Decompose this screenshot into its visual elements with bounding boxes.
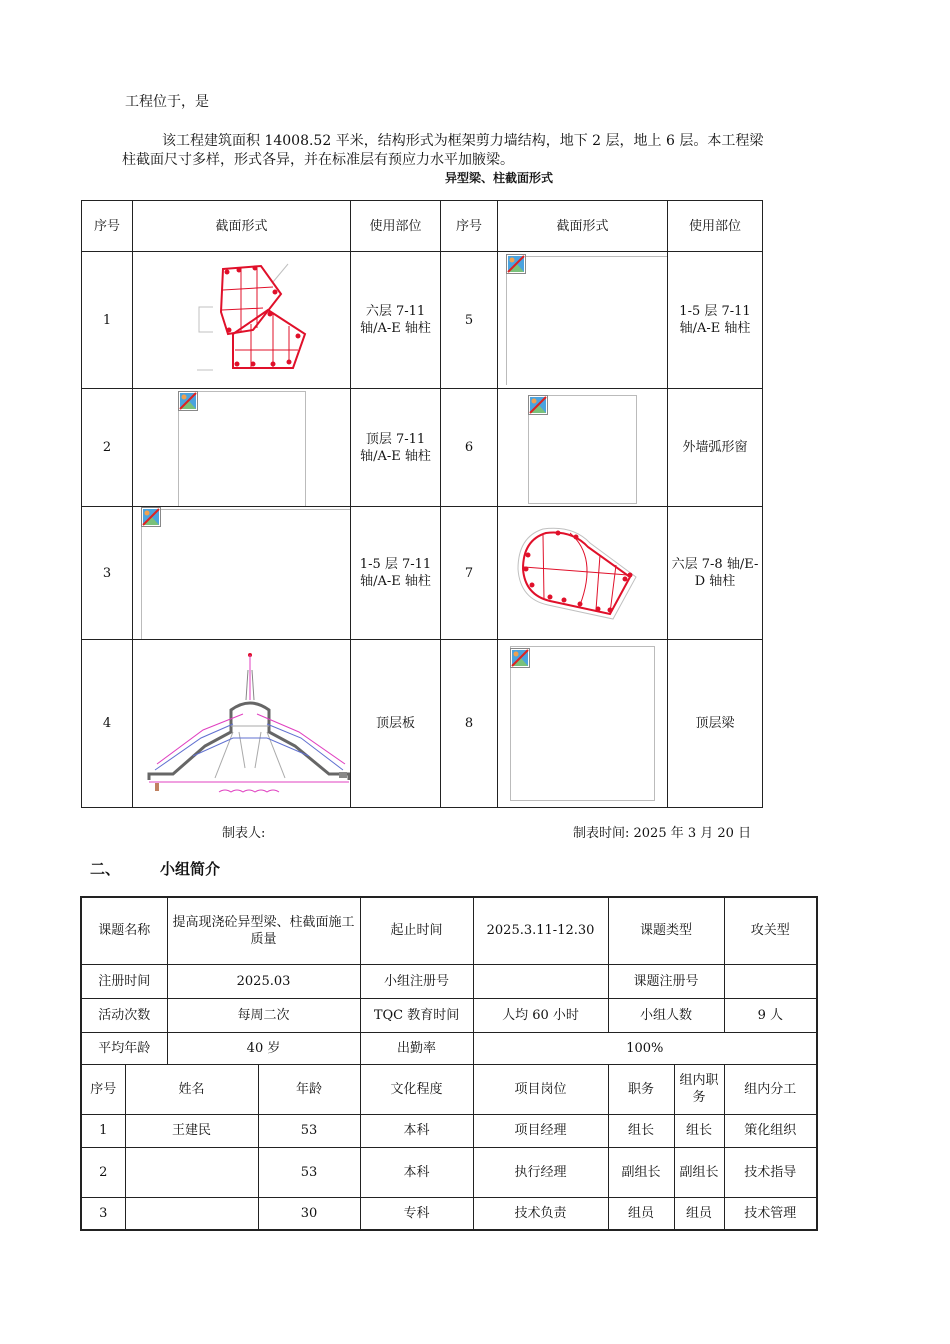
field-label: 小组注册号 [360,964,473,998]
header-cell: 序号 [82,201,133,252]
member-cell: 项目经理 [473,1114,608,1147]
section-shape-table [81,200,763,808]
row-number: 3 [82,507,133,640]
section-drawing-cell [133,507,351,640]
usage-cell: 六层 7-11 轴/A-E 轴柱 [351,252,441,389]
row-number: 6 [441,389,498,507]
member-cell: 副组长 [608,1147,674,1197]
table-row [82,640,763,808]
row-number: 8 [441,640,498,808]
group-info-row [81,1032,817,1064]
field-label: TQC 教育时间 [360,998,473,1032]
member-cell: 专科 [360,1197,473,1230]
group-info-row [81,897,817,964]
member-cell: 53 [258,1147,360,1197]
table-row [82,252,763,389]
field-label: 课题注册号 [608,964,724,998]
missing-image-icon [506,254,526,274]
member-row [81,1114,817,1147]
section-number: 二、 [90,860,121,878]
field-value: 2025.3.11-12.30 [473,897,608,964]
member-cell: 53 [258,1114,360,1147]
field-value: 攻关型 [724,897,817,964]
section-drawing-cell [498,389,668,507]
group-info-table [80,896,818,1231]
intro-paragraph-b: 柱截面尺寸多样，形式各异，并在标准层有预应力水平加腋梁。 [122,152,514,168]
member-cell: 本科 [360,1147,473,1197]
table-header-row [82,201,763,252]
field-value: 100% [473,1032,817,1064]
field-value: 40 岁 [167,1032,360,1064]
header-cell: 序号 [441,201,498,252]
field-value: 2025.03 [167,964,360,998]
member-cell: 30 [258,1197,360,1230]
usage-cell: 1-5 层 7-11 轴/A-E 轴柱 [351,507,441,640]
field-value [724,964,817,998]
header-cell: 截面形式 [133,201,351,252]
usage-cell: 1-5 层 7-11 轴/A-E 轴柱 [668,252,763,389]
field-value [473,964,608,998]
table-caption: 异型梁、柱截面形式 [445,171,554,185]
field-value: 9 人 [724,998,817,1032]
missing-image-icon [141,507,161,527]
member-header-row [81,1064,817,1114]
member-cell [125,1147,258,1197]
member-cell: 组员 [608,1197,674,1230]
group-info-row [81,964,817,998]
member-row [81,1197,817,1230]
usage-cell: 六层 7-8 轴/E-D 轴柱 [668,507,763,640]
field-label: 平均年龄 [81,1032,167,1064]
row-number: 7 [441,507,498,640]
field-value: 提高现浇砼异型梁、柱截面施工质量 [167,897,360,964]
member-cell: 王建民 [125,1114,258,1147]
member-cell: 技术管理 [724,1197,817,1230]
row-number: 5 [441,252,498,389]
header-cell: 使用部位 [668,201,763,252]
image-frame [506,256,667,385]
field-label: 小组人数 [608,998,724,1032]
member-header: 姓名 [125,1064,258,1114]
usage-cell: 外墙弧形窗 [668,389,763,507]
member-cell: 组长 [608,1114,674,1147]
section-drawing-cell [498,640,668,808]
field-label: 出勤率 [360,1032,473,1064]
member-cell [125,1197,258,1230]
roof-slab-section-drawing [133,640,351,808]
member-cell: 组长 [674,1114,724,1147]
field-label: 课题名称 [81,897,167,964]
field-value: 每周二次 [167,998,360,1032]
member-cell: 策化组织 [724,1114,817,1147]
member-cell: 3 [81,1197,125,1230]
section-drawing-cell [498,507,668,640]
group-info-row [81,998,817,1032]
section-drawing-cell [133,640,351,808]
member-header: 职务 [608,1064,674,1114]
member-row [81,1147,817,1197]
column-section-drawing-1 [133,252,351,389]
field-value: 人均 60 小时 [473,998,608,1032]
member-cell: 本科 [360,1114,473,1147]
member-header: 组内职务 [674,1064,724,1114]
image-frame [141,509,351,640]
member-cell: 1 [81,1114,125,1147]
field-label: 注册时间 [81,964,167,998]
missing-image-icon [528,395,548,415]
table-row [82,507,763,640]
section-drawing-cell [133,252,351,389]
missing-image-icon [510,648,530,668]
usage-cell: 顶层 7-11 轴/A-E 轴柱 [351,389,441,507]
column-section-drawing-7 [498,507,668,640]
row-number: 4 [82,640,133,808]
field-label: 课题类型 [608,897,724,964]
field-label: 活动次数 [81,998,167,1032]
row-number: 2 [82,389,133,507]
usage-cell: 顶层板 [351,640,441,808]
section-title: 小组简介 [160,860,221,878]
field-label: 起止时间 [360,897,473,964]
missing-image-icon [178,391,198,411]
header-cell: 截面形式 [498,201,668,252]
image-frame [510,646,655,801]
member-cell: 副组长 [674,1147,724,1197]
member-cell: 技术指导 [724,1147,817,1197]
member-header: 年龄 [258,1064,360,1114]
member-cell: 技术负责 [473,1197,608,1230]
member-cell: 组员 [674,1197,724,1230]
table-row [82,389,763,507]
member-header: 序号 [81,1064,125,1114]
usage-cell: 顶层梁 [668,640,763,808]
member-cell: 执行经理 [473,1147,608,1197]
intro-paragraph-a: 该工程建筑面积 14008.52 平米，结构形式为框架剪力墙结构，地下 2 层，地上 6 层。本工程梁 [162,133,764,149]
header-cell: 使用部位 [351,201,441,252]
table-date-label: 制表时间: 2025 年 3 月 20 日 [573,826,752,841]
section-drawing-cell [133,389,351,507]
member-header: 组内分工 [724,1064,817,1114]
section-drawing-cell [498,252,668,389]
table-maker-label: 制表人: [222,826,266,841]
intro-line1: 工程位于，是 [125,94,209,110]
row-number: 1 [82,252,133,389]
member-header: 项目岗位 [473,1064,608,1114]
member-header: 文化程度 [360,1064,473,1114]
member-cell: 2 [81,1147,125,1197]
